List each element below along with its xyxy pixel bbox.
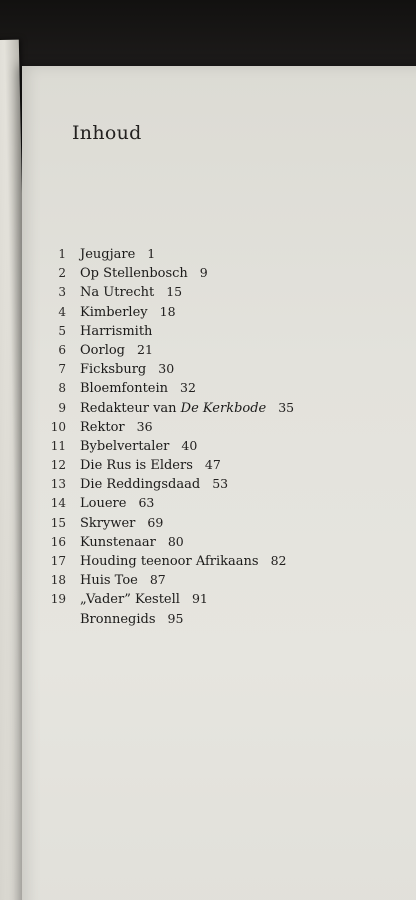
page-number: 18 [159,303,176,319]
chapter-title: Skrywer [80,515,136,531]
toc-row [44,282,374,301]
chapter-title: Houding teenoor Afrikaans [80,554,259,569]
chapter-number: 4 [58,304,66,319]
chapter-number: 12 [50,458,66,473]
chapter-number: 1 [58,247,66,261]
chapter-title: Louere [80,496,127,512]
chapter-number: 11 [50,438,66,453]
page-number: 9 [199,265,208,281]
chapter-title: Ficksburg [80,362,147,378]
toc-row [44,493,374,512]
page-number: 80 [167,533,184,549]
toc-row [44,340,374,359]
chapter-number: 2 [58,266,66,281]
page-number: 87 [149,572,166,588]
chapter-title: Die Reddingsdaad [80,477,201,493]
page-number: 53 [212,476,229,492]
book-page [22,66,416,900]
chapter-title: Bloemfontein [80,381,169,397]
chapter-title: Bybelvertaler [80,438,170,454]
page-number: 69 [147,514,164,530]
chapter-title: Kunstenaar [80,534,156,550]
toc-row [44,513,374,532]
page-number: 47 [204,457,221,473]
page-number: 36 [136,418,153,434]
chapter-number: 13 [50,477,66,492]
page-number: 30 [158,361,175,377]
chapter-title: Kimberley [80,304,148,320]
toc-row [44,378,374,397]
chapter-title: Rektor [80,419,125,435]
page-number: 91 [191,591,208,607]
page-number: 1 [147,246,156,261]
chapter-number: 17 [50,554,66,568]
chapter-number: 9 [58,400,66,415]
toc-row [44,436,374,455]
chapter-title-italic: De Kerkbode [180,400,267,416]
chapter-number: 5 [58,323,66,338]
chapter-title: Jeugjare [80,247,136,262]
toc-row [44,398,374,417]
chapter-number: 6 [58,342,66,357]
chapter-title: Op Stellenbosch [80,266,188,282]
toc-row [44,570,374,589]
page-number: 32 [180,380,196,396]
chapter-title: Huis Toe [80,573,138,589]
toc-row [44,359,374,378]
chapter-number: 18 [50,573,66,588]
chapter-number: 19 [50,592,66,607]
chapter-title: Die Rus is Elders [80,458,193,474]
toc-row [44,609,374,628]
toc-row [44,321,374,340]
chapter-title: Na Utrecht [80,285,155,301]
chapter-title: „Vader” Kestell [80,592,180,608]
chapter-title: Harrismith [80,323,153,339]
chapter-number: 16 [50,534,66,549]
page-number: 40 [181,437,198,453]
toc-row [44,474,374,493]
toc-row [44,551,374,570]
page-title: Inhoud [72,122,142,144]
chapter-title: Redakteur van [80,400,181,416]
toc-row [44,589,374,608]
toc-row [44,455,374,474]
page-number: 82 [270,553,287,568]
chapter-title: Bronnegids [80,611,156,627]
chapter-number: 15 [50,515,66,530]
chapter-number: 3 [58,285,66,300]
page-number: 15 [166,284,183,300]
toc-row [44,417,374,436]
page-number: 95 [167,610,184,626]
toc-row [44,532,374,551]
toc-row [44,244,374,263]
chapter-number: 10 [50,419,66,434]
page-number: 63 [138,495,155,511]
toc-row [44,263,374,282]
chapter-number: 14 [50,496,66,511]
toc-row [44,302,374,321]
chapter-number: 7 [58,362,66,377]
page-number: 35 [278,399,295,415]
table-of-contents [44,244,374,628]
page-number: 21 [137,341,153,357]
chapter-title: Oorlog [80,342,126,358]
chapter-number: 8 [58,381,66,396]
